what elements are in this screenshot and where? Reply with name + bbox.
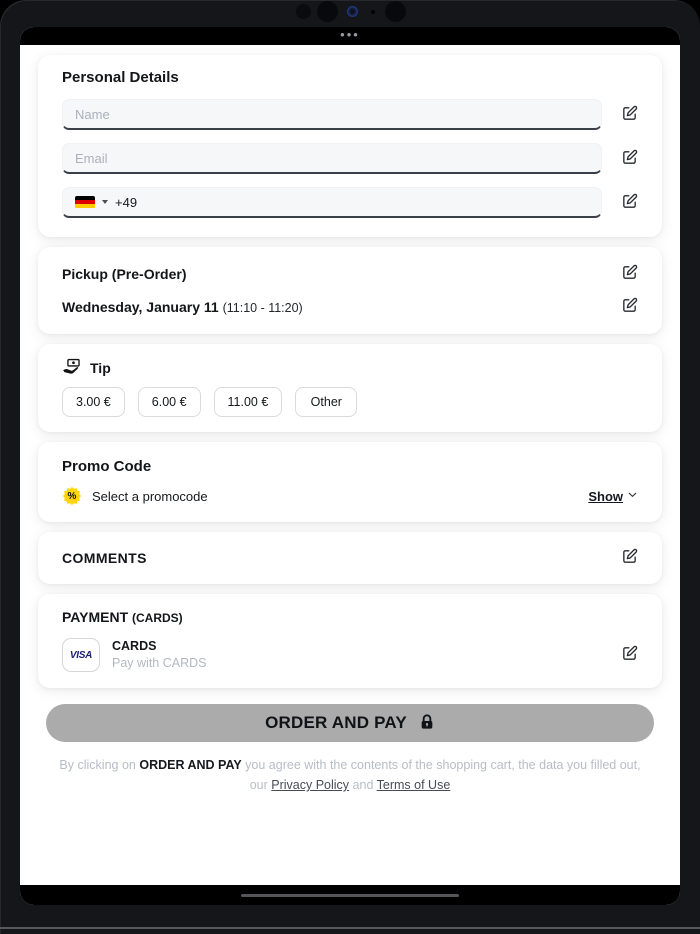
legal-text: By clicking on ORDER AND PAY you agree with the contents of the shopping cart, the data you filled out, our Privacy Policy and Terms of Use (59, 758, 641, 792)
pickup-time-range: (11:10 - 11:20) (222, 301, 303, 315)
promo-select-label: Select a promocode (92, 488, 208, 504)
home-indicator[interactable] (241, 894, 459, 897)
window-handle-icon[interactable]: ••• (340, 27, 360, 42)
home-bar (20, 885, 680, 905)
promo-show-link[interactable]: Show (588, 487, 638, 505)
payment-title-suffix: (CARDS) (132, 611, 183, 625)
name-input[interactable] (62, 99, 602, 130)
tip-button-11-euro[interactable]: 11.00 € (214, 387, 283, 417)
payment-card (38, 594, 662, 688)
payment-method-name: CARDS (112, 639, 157, 654)
pickup-type-row (62, 265, 638, 283)
edit-pickup-time-button[interactable] (620, 298, 638, 316)
terms-of-use-link[interactable]: Terms of Use (376, 778, 451, 792)
email-input[interactable] (62, 143, 602, 174)
promo-code-title: Promo Code (62, 458, 152, 475)
edit-icon (621, 149, 638, 169)
privacy-policy-link[interactable]: Privacy Policy (271, 778, 350, 792)
edit-pickup-type-button[interactable] (620, 265, 638, 283)
phone-input[interactable] (62, 187, 602, 218)
legal-order-and-pay: ORDER AND PAY (139, 758, 242, 772)
chevron-down-icon (627, 487, 638, 505)
edit-icon (621, 105, 638, 125)
payment-method-info (112, 638, 206, 672)
edit-name-button[interactable] (620, 106, 638, 124)
payment-method-description: Pay with CARDS (112, 656, 207, 670)
name-field-row (62, 99, 638, 130)
edit-payment-button[interactable] (620, 646, 638, 664)
tip-header (62, 358, 638, 377)
personal-details-card (38, 55, 662, 237)
pickup-time-row (62, 298, 638, 316)
payment-method-row (62, 638, 638, 672)
camera-lens-icon (317, 1, 338, 22)
edit-phone-button[interactable] (620, 194, 638, 212)
payment-title: PAYMENT (CARDS) (62, 609, 183, 625)
checkout-page (20, 45, 680, 885)
pickup-type-label: Pickup (Pre-Order) (62, 266, 187, 282)
tip-button-3-euro[interactable]: 3.00 € (62, 387, 125, 417)
comments-row (62, 549, 638, 567)
hand-money-icon (62, 358, 81, 377)
personal-details-title: Personal Details (62, 69, 179, 86)
promo-selector-row (62, 486, 638, 506)
app-screen (20, 27, 680, 905)
edit-icon (621, 297, 638, 317)
phone-field-row (62, 187, 638, 218)
tip-title: Tip (90, 359, 111, 376)
comments-title: COMMENTS (62, 550, 147, 566)
window-titlebar (20, 27, 680, 45)
camera-lens-icon (385, 1, 406, 22)
phone-country-code: +49 (115, 194, 138, 210)
caret-down-icon (102, 200, 108, 204)
edit-comments-button[interactable] (620, 549, 638, 567)
device-bottom-edge (0, 927, 700, 929)
promo-code-card (38, 442, 662, 522)
tip-button-other[interactable]: Other (295, 387, 357, 417)
tip-options (62, 387, 638, 417)
tip-card (38, 344, 662, 432)
pickup-date-label: Wednesday, January 11 (11:10 - 11:20) (62, 299, 303, 315)
tip-button-6-euro[interactable]: 6.00 € (138, 387, 201, 417)
edit-icon (621, 193, 638, 213)
edit-icon (621, 548, 638, 568)
pickup-card (38, 247, 662, 334)
comments-card (38, 532, 662, 584)
visa-logo-icon: VISA (62, 638, 100, 672)
germany-flag-icon[interactable] (75, 196, 95, 209)
edit-email-button[interactable] (620, 150, 638, 168)
percent-badge-icon: % (62, 486, 82, 506)
edit-icon (621, 645, 638, 665)
edit-icon (621, 264, 638, 284)
lock-icon (419, 714, 435, 733)
order-and-pay-button[interactable]: ORDER AND PAY (46, 704, 654, 742)
camera-lens-blue-icon (347, 6, 358, 17)
camera-mic-dot-icon (371, 10, 375, 14)
email-field-row (62, 143, 638, 174)
camera-sensor-icon (296, 4, 311, 19)
